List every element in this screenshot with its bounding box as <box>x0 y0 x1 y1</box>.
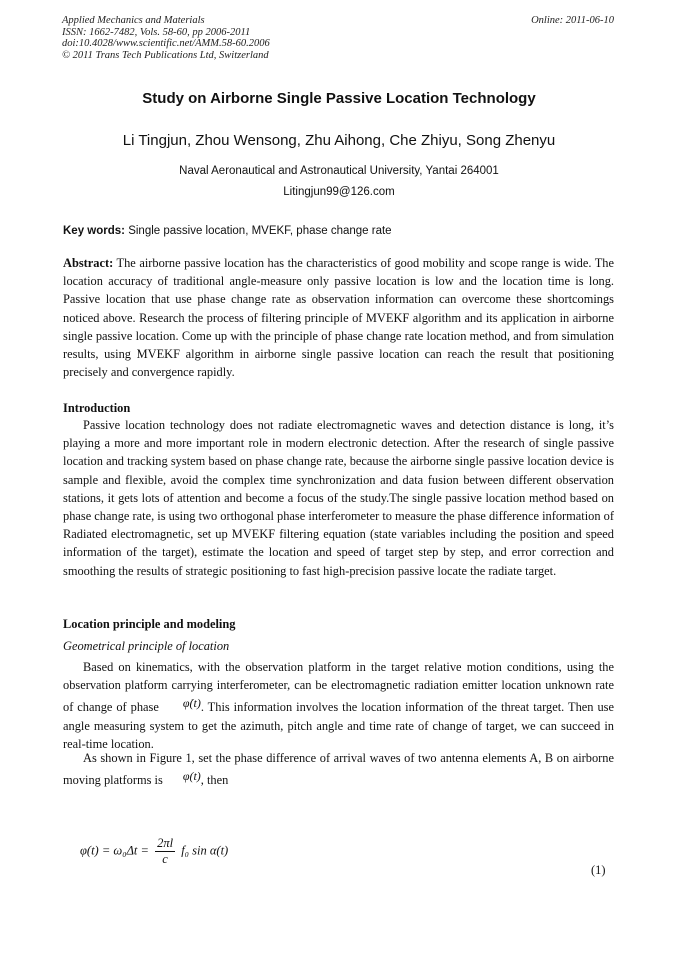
phase-rate-symbol: φ̇(t) <box>182 696 201 711</box>
geometry-subheading: Geometrical principle of location <box>63 639 230 653</box>
keywords-text: Single passive location, MVEKF, phase change rate <box>128 225 392 237</box>
paper-affiliation: Naval Aeronautical and Astronautical University, Yantai 264001 <box>179 165 499 177</box>
journal-issn: ISSN: 1662-7482, Vols. 58-60, pp 2006-2011 <box>62 26 251 38</box>
introduction-heading: Introduction <box>63 401 131 415</box>
equation-rhs: f₀ sin α(t) <box>181 843 229 858</box>
paper-title: Study on Airborne Single Passive Location Technology <box>142 90 536 107</box>
phase-symbol: φ(t) <box>182 769 201 784</box>
journal-copyright: © 2011 Trans Tech Publications Ltd, Switzerland <box>62 49 269 61</box>
keywords <box>63 225 392 237</box>
journal-name: Applied Mechanics and Materials <box>62 15 205 26</box>
paper-authors: Li Tingjun, Zhou Wensong, Zhu Aihong, Che Zhiyu, Song Zhenyu <box>122 132 556 149</box>
location-paragraph-1 <box>63 658 614 753</box>
equation-number: (1) <box>591 863 606 877</box>
location-paragraph-2 <box>63 749 614 789</box>
journal-header <box>62 15 270 61</box>
abstract-text: The airborne passive location has the characteristics of good mobility and scope range is wide. The location accuracy of traditional angle-measure only passive location is low and the location time is long. Passive location that use phase change rate as observation information can overcome these shortcomings noticed above. Research the process of filtering principle of MVEKF algorithm and its application in airborne single passive location. Come up with the principle of phase change rate location method, and from simulation results, using MVEKF algorithm in airborne single passive location can reach the result that positioning precisely and convergence rapidly. <box>63 256 614 380</box>
introduction-text: Passive location technology does not radiate electromagnetic waves and detection distance is long, it’s playing a more and more important role in modern electronic detection. After the research of single passive location and tracking system based on phase change rate, because the airborne single passive location device is sample and flexible, avoid the complex time synchronization and data fusion between different observation stations, it gets lots of attention and become a focus of the study.The single passive location method based on phase change rate, is using two orthogonal phase interferometer to measure the phase difference information of Radiated electromagnetic, set up MVEKF filtering equation (state variables including the position and speed information of the target), estimate the location and speed of target step by step, and error correction and smoothing the results of strategic positioning to fast high-precision passive locate the radiate target. <box>63 418 614 578</box>
equation-denominator: c <box>162 852 168 866</box>
keywords-label: Key words: <box>63 225 125 237</box>
equation-1 <box>80 836 228 867</box>
location-heading: Location principle and modeling <box>63 617 236 631</box>
location-paragraph-2-end: , then <box>200 773 229 788</box>
online-date: Online: 2011-06-10 <box>531 15 614 26</box>
equation-numerator: 2πl <box>157 836 174 850</box>
location-paragraph-2-start: As shown in Figure 1, set the phase difference of arrival waves of two antenna elements A, B on airborne moving platforms is <box>63 751 614 788</box>
equation-fraction <box>155 836 175 867</box>
location-paragraph-1-start: Based on kinematics, with the observation platform in the target relative motion conditions, using the observation platform carrying interferometer, can be electromagnetic radiation emitter location unknown rate of change of phase <box>63 660 614 715</box>
equation-lhs: φ(t) = ω₀Δt = <box>80 843 149 858</box>
journal-doi: doi:10.4028/www.scientific.net/AMM.58-60.2006 <box>62 38 270 49</box>
abstract-label: Abstract: <box>63 256 114 270</box>
location-paragraph-1-end: . This information involves the location information of the threat target. Then use angle measuring system to get the azimuth, pitch angle and time rate of change of target, we can succeed in real-time location. <box>63 700 614 751</box>
paper-email: Litingjun99@126.com <box>283 186 395 198</box>
abstract <box>63 254 614 381</box>
